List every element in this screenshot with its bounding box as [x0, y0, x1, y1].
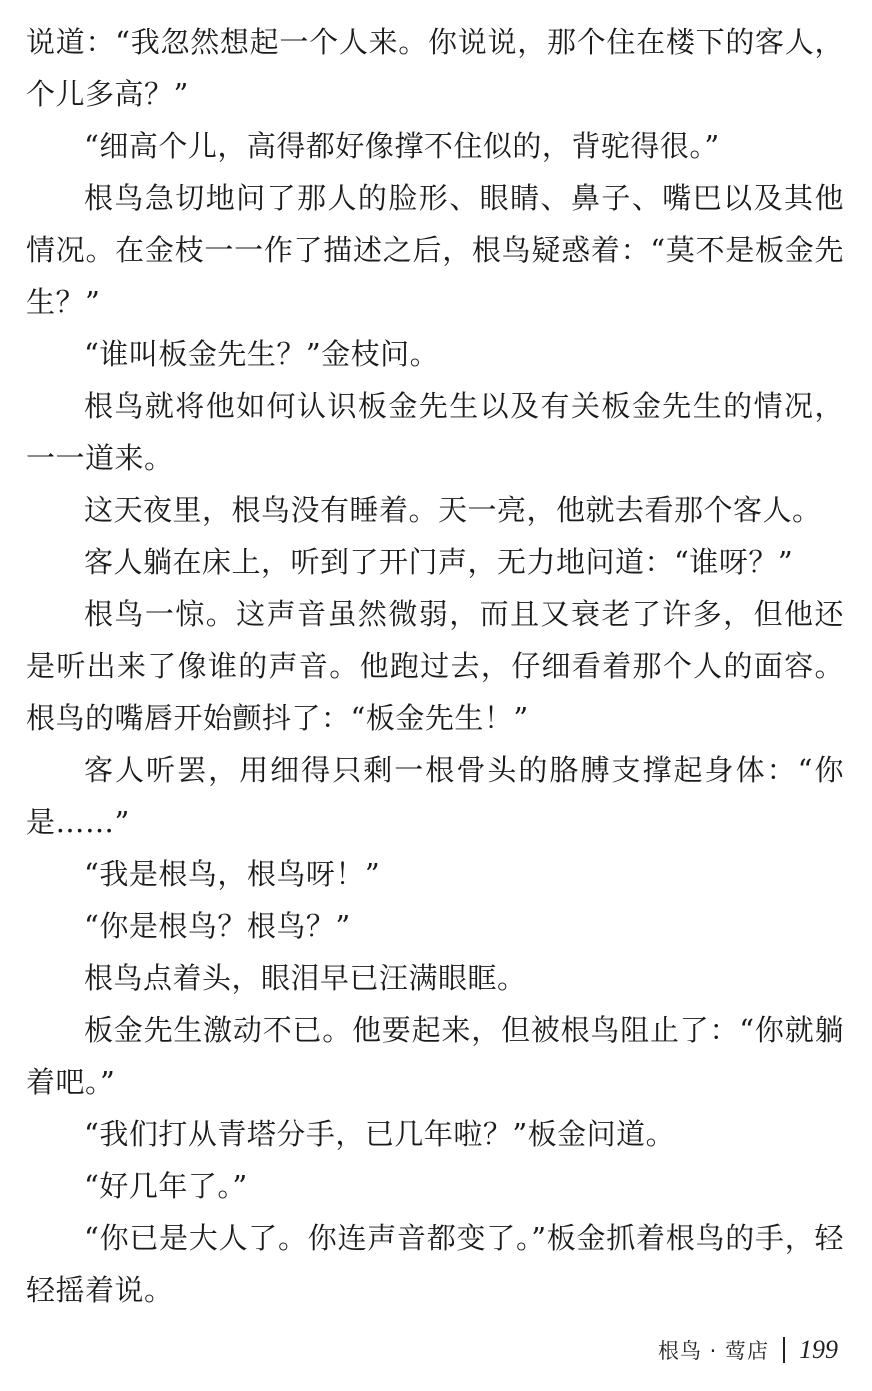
paragraph: “我是根鸟，根鸟呀！”	[84, 857, 381, 891]
paragraph: 根鸟一惊。这声音虽然微弱，而且又衰老了许多，但他还是听出来了像谁的声音。他跑过去，仔细看着那个人的面容。根鸟的嘴唇开始颤抖了：“板金先生！”	[26, 597, 844, 735]
page-number: 199	[799, 1335, 838, 1364]
paragraph: “你已是大人了。你连声音都变了。”板金抓着根鸟的手，轻轻摇着说。	[26, 1221, 844, 1307]
page-body	[26, 16, 844, 1316]
paragraph: 根鸟急切地问了那人的脸形、眼睛、鼻子、嘴巴以及其他情况。在金枝一一作了描述之后，根鸟疑惑着：“莫不是板金先生？”	[26, 181, 844, 319]
paragraph: 板金先生激动不已。他要起来，但被根鸟阻止了：“你就躺着吧。”	[26, 1013, 844, 1099]
paragraph: “细高个儿，高得都好像撑不住似的，背驼得很。”	[84, 129, 720, 163]
paragraph: 客人躺在床上，听到了开门声，无力地问道：“谁呀？”	[84, 545, 794, 579]
paragraph: 说道：“我忽然想起一个人来。你说说，那个住在楼下的客人，个儿多高？”	[26, 25, 844, 111]
running-title: 根鸟 · 莺店	[657, 1339, 769, 1363]
paragraph: 客人听罢，用细得只剩一根骨头的胳膊支撑起身体：“你是……”	[26, 753, 844, 839]
paragraph: “你是根鸟？根鸟？”	[84, 909, 351, 943]
paragraph: “我们打从青塔分手，已几年啦？”板金问道。	[84, 1117, 676, 1151]
paragraph: “好几年了。”	[84, 1169, 248, 1203]
paragraph: “谁叫板金先生？”金枝问。	[84, 337, 440, 371]
paragraph: 这天夜里，根鸟没有睡着。天一亮，他就去看那个客人。	[84, 493, 822, 527]
paragraph: 根鸟就将他如何认识板金先生以及有关板金先生的情况，一一道来。	[26, 389, 844, 475]
paragraph: 根鸟点着头，眼泪早已汪满眼眶。	[84, 961, 527, 995]
page-footer	[658, 1330, 838, 1370]
footer-divider	[783, 1337, 785, 1363]
